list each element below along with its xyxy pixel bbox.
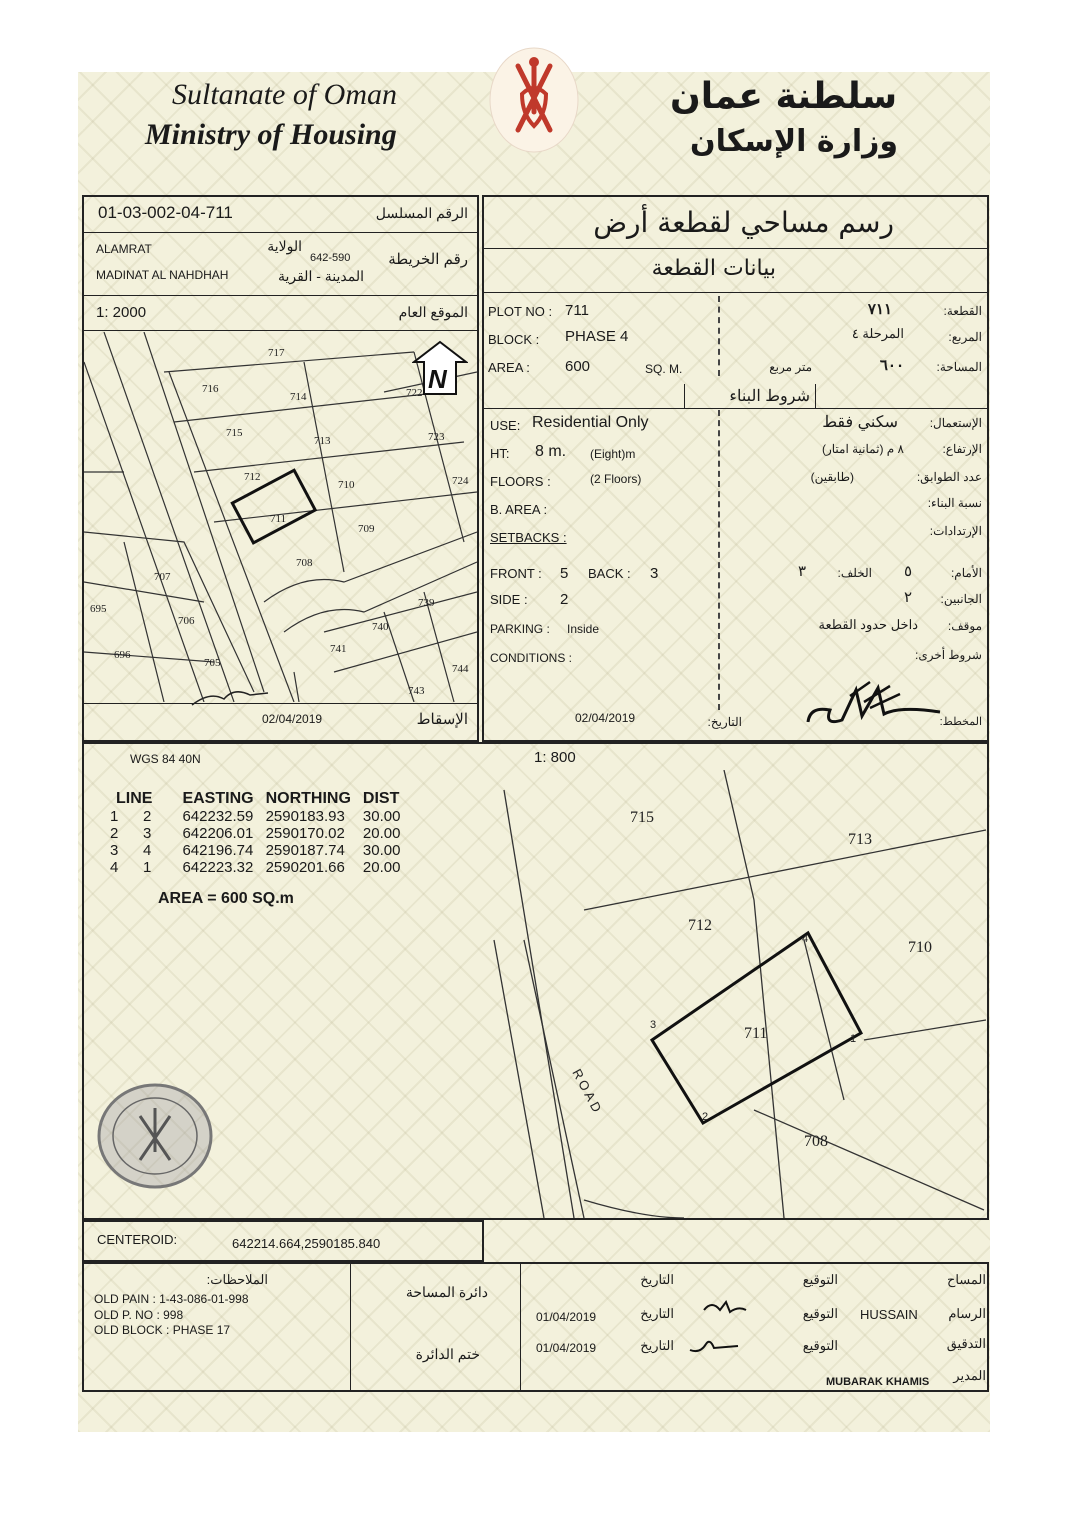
detail-plot-708: 708 [804,1133,828,1150]
side-label: SIDE : [490,592,528,607]
detail-plot-711: 711 [744,1025,768,1042]
coordinates-table [104,790,406,876]
easting: 642206.01 [182,825,254,842]
easting: 642223.32 [182,859,254,876]
checker-date: 01/04/2019 [536,1341,597,1355]
drafter-signature-label: التوقيع [802,1306,838,1321]
general-scale: 1: 2000 [96,304,147,321]
drafter-name: HUSSAIN [860,1307,918,1322]
wilayat-value: ALAMRAT [96,242,152,256]
parking-ar-label: موقف: [947,619,982,633]
area-unit-ar: متر مربع [769,360,812,374]
line-from: 2 [110,825,119,842]
checker-label: التدقيق [946,1336,986,1351]
detail-plot-715: 715 [630,809,654,826]
survey-drawing-title: رسم مساحي لقطعة أرض [593,206,894,239]
manager-label: المدير [953,1368,986,1383]
svg-text:709: 709 [358,523,375,535]
distance: 30.00 [362,808,401,825]
svg-text:740: 740 [372,621,389,633]
old-pain: OLD PAIN : 1-43-086-01-998 [94,1292,249,1306]
svg-text:N: N [428,364,447,394]
survey-department-label: دائرة المساحة [405,1284,488,1300]
centroid-value: 642214.664,2590185.840 [232,1236,381,1251]
floors-value: (2 Floors) [590,472,642,486]
area-ar-value: ٦٠٠ [879,357,904,374]
planner-label: المخطط: [939,716,982,728]
svg-text:708: 708 [296,557,313,569]
checker-signature-icon [686,1334,746,1358]
header-title-en-2: Ministry of Housing [145,118,397,151]
city-value: MADINAT AL NAHDHAH [96,268,229,282]
header-title-en-1: Sultanate of Oman [172,78,397,111]
use-label: USE: [490,418,521,433]
front-label: FRONT : [490,566,542,581]
distance: 20.00 [362,825,401,842]
side-value: 2 [560,591,569,608]
header-title-ar-2: وزارة الإسكان [690,124,899,159]
northing: 2590170.02 [265,825,345,842]
detail-map [484,770,986,1218]
header-title-ar-1: سلطنة عمان [670,76,898,117]
divider [84,295,477,296]
svg-text:717: 717 [268,347,285,359]
building-conditions-header: شروط البناء [729,388,810,405]
surveyor-date-label: التاريخ [640,1272,674,1287]
svg-text:716: 716 [202,383,219,395]
plot-date: 02/04/2019 [575,711,636,725]
survey-area: AREA = 600 SQ.m [158,890,294,907]
divider [350,1264,351,1390]
corner-2: 2 [702,1111,709,1123]
datum-label: WGS 84 40N [130,752,201,766]
height-ar-label: الإرتفاع: [942,442,982,456]
corner-3: 3 [650,1019,657,1031]
divider [84,232,477,233]
front-ar-label: الأمام: [950,566,982,580]
parking-value: Inside [567,622,600,636]
corner-4: 4 [802,933,809,945]
svg-text:741: 741 [330,643,347,655]
oman-emblem-icon [488,42,580,154]
line-to: 2 [143,808,152,825]
col-easting: EASTING [182,790,254,807]
road-label: ROAD [569,1066,606,1118]
back-value: 3 [650,565,659,582]
parking-label: PARKING : [490,622,550,636]
front-ar-value: ٥ [903,563,912,580]
old-plot-no: OLD P. NO : 998 [94,1308,184,1322]
area-ar-label: المساحة: [936,360,982,374]
wilayat-label: الولاية [267,238,302,254]
divider [718,410,720,710]
line-from: 1 [110,808,119,825]
svg-text:711: 711 [270,513,287,525]
drafter-date-label: التاريخ [640,1306,674,1321]
svg-text:695: 695 [90,603,107,615]
conditions-label: CONDITIONS : [490,651,573,665]
use-ar-value: سكني فقط [822,414,898,431]
detail-plot-712: 712 [688,917,712,934]
height-words: (Eight)m [590,447,636,461]
building-area-ar-label: نسبة البناء: [927,496,982,510]
plot-date-label: التاريخ: [707,715,742,729]
svg-text:710: 710 [338,479,355,491]
ministry-seal-icon [96,1082,214,1190]
svg-text:743: 743 [408,685,425,697]
drafter-signature-icon [700,1296,750,1320]
height-value: 8 m. [535,443,567,460]
northing: 2590183.93 [265,808,345,825]
distance: 20.00 [362,859,401,876]
floors-ar-value: (طابقين) [810,470,854,484]
corner-1: 1 [850,1033,857,1045]
locator-signature-icon [190,685,270,709]
back-ar-label: الخلف: [837,566,872,580]
line-to: 1 [143,859,152,876]
table-row [104,859,406,876]
planner-signature-icon [800,676,945,734]
area-label: AREA : [488,360,530,375]
divider [718,296,720,376]
col-line: LINE [116,790,153,807]
front-value: 5 [560,565,569,582]
svg-text:707: 707 [154,571,171,583]
general-location-label: الموقع العام [398,304,468,320]
table-row [104,808,406,825]
checker-signature-label: التوقيع [802,1338,838,1353]
use-value: Residential Only [532,414,649,431]
manager-name: MUBARAK KHAMIS [826,1376,930,1388]
area-value: 600 [565,358,591,375]
svg-text:706: 706 [178,615,195,627]
back-ar-value: ٣ [797,563,806,580]
drafter-label: الرسام [948,1306,986,1321]
easting: 642196.74 [182,842,254,859]
back-label: BACK : [588,566,631,581]
north-arrow-icon [412,340,468,396]
old-block: OLD BLOCK : PHASE 17 [94,1323,231,1337]
northing: 2590187.74 [265,842,345,859]
area-unit: SQ. M. [645,362,683,376]
plot-no-ar-label: القطعة: [943,304,982,318]
floors-label: FLOORS : [490,474,551,489]
svg-text:715: 715 [226,427,243,439]
drafter-date: 01/04/2019 [536,1310,597,1324]
conditions-ar-label: شروط أخرى: [914,648,982,662]
svg-text:705: 705 [204,657,221,669]
block-ar-label: المربع: [948,330,982,344]
svg-text:713: 713 [314,435,331,447]
svg-text:722: 722 [406,387,423,399]
coordinates-header-row [104,790,406,808]
use-ar-label: الإستعمال: [929,416,982,430]
height-label: HT: [490,446,510,461]
divider [484,408,987,409]
svg-text:714: 714 [290,391,307,403]
plot-no-ar-value: ٧١١ [867,301,892,318]
setbacks-label: SETBACKS : [490,530,567,545]
block-ar-value: المرحلة ٤ [851,326,904,341]
table-row [104,825,406,842]
surveyor-label: المساح [946,1272,986,1287]
city-label: المدينة - القرية [277,268,364,284]
col-northing: NORTHING [265,790,351,807]
divider [84,330,477,331]
plot-no-value: 711 [565,302,589,319]
detail-plot-710: 710 [908,939,932,956]
northing: 2590201.66 [265,859,345,876]
line-from: 4 [110,859,119,876]
surveyor-signature-label: التوقيع [802,1272,838,1287]
line-to: 4 [143,842,152,859]
centroid-label: CENTEROID: [97,1232,178,1247]
line-from: 3 [110,842,119,859]
building-area-label: B. AREA : [490,502,548,517]
easting: 642232.59 [182,808,254,825]
svg-text:744: 744 [452,663,469,675]
serial-label: الرقم المسلسل [375,205,468,221]
distance: 30.00 [362,842,401,859]
svg-text:739: 739 [418,597,435,609]
plot-data-title: بيانات القطعة [651,256,776,281]
line-to: 3 [143,825,152,842]
setbacks-ar-label: الإرتدادات: [929,524,982,538]
locator-label: الإسقاط [416,711,468,728]
divider [484,292,987,293]
locator-date: 02/04/2019 [262,712,323,726]
svg-text:724: 724 [452,475,469,487]
block-value: PHASE 4 [565,328,629,345]
notes-label: الملاحظات: [206,1272,268,1287]
height-ar-value: ٨ م (ثمانية امتار) [821,442,904,456]
svg-text:723: 723 [428,431,445,443]
plot-no-label: PLOT NO : [488,304,553,319]
divider [520,1264,521,1390]
serial-number: 01-03-002-04-711 [98,203,233,222]
detail-plot-713: 713 [848,831,872,848]
side-ar-label: الجانبين: [940,592,982,606]
divider [84,703,477,704]
block-label: BLOCK : [488,332,540,347]
svg-text:712: 712 [244,471,261,483]
divider [484,248,987,249]
col-dist: DIST [362,790,400,807]
checker-date-label: التاريخ [640,1338,674,1353]
map-number-label: رقم الخريطة [388,251,468,268]
parking-ar-value: داخل حدود القطعة [818,617,918,632]
side-ar-value: ٢ [903,589,912,606]
table-row [104,842,406,859]
department-stamp-label: ختم الدائرة [415,1346,480,1362]
svg-text:696: 696 [114,649,131,661]
map-number: 642-590 [310,252,351,264]
detail-scale: 1: 800 [534,749,576,766]
floors-ar-label: عدد الطوابق: [916,470,982,484]
